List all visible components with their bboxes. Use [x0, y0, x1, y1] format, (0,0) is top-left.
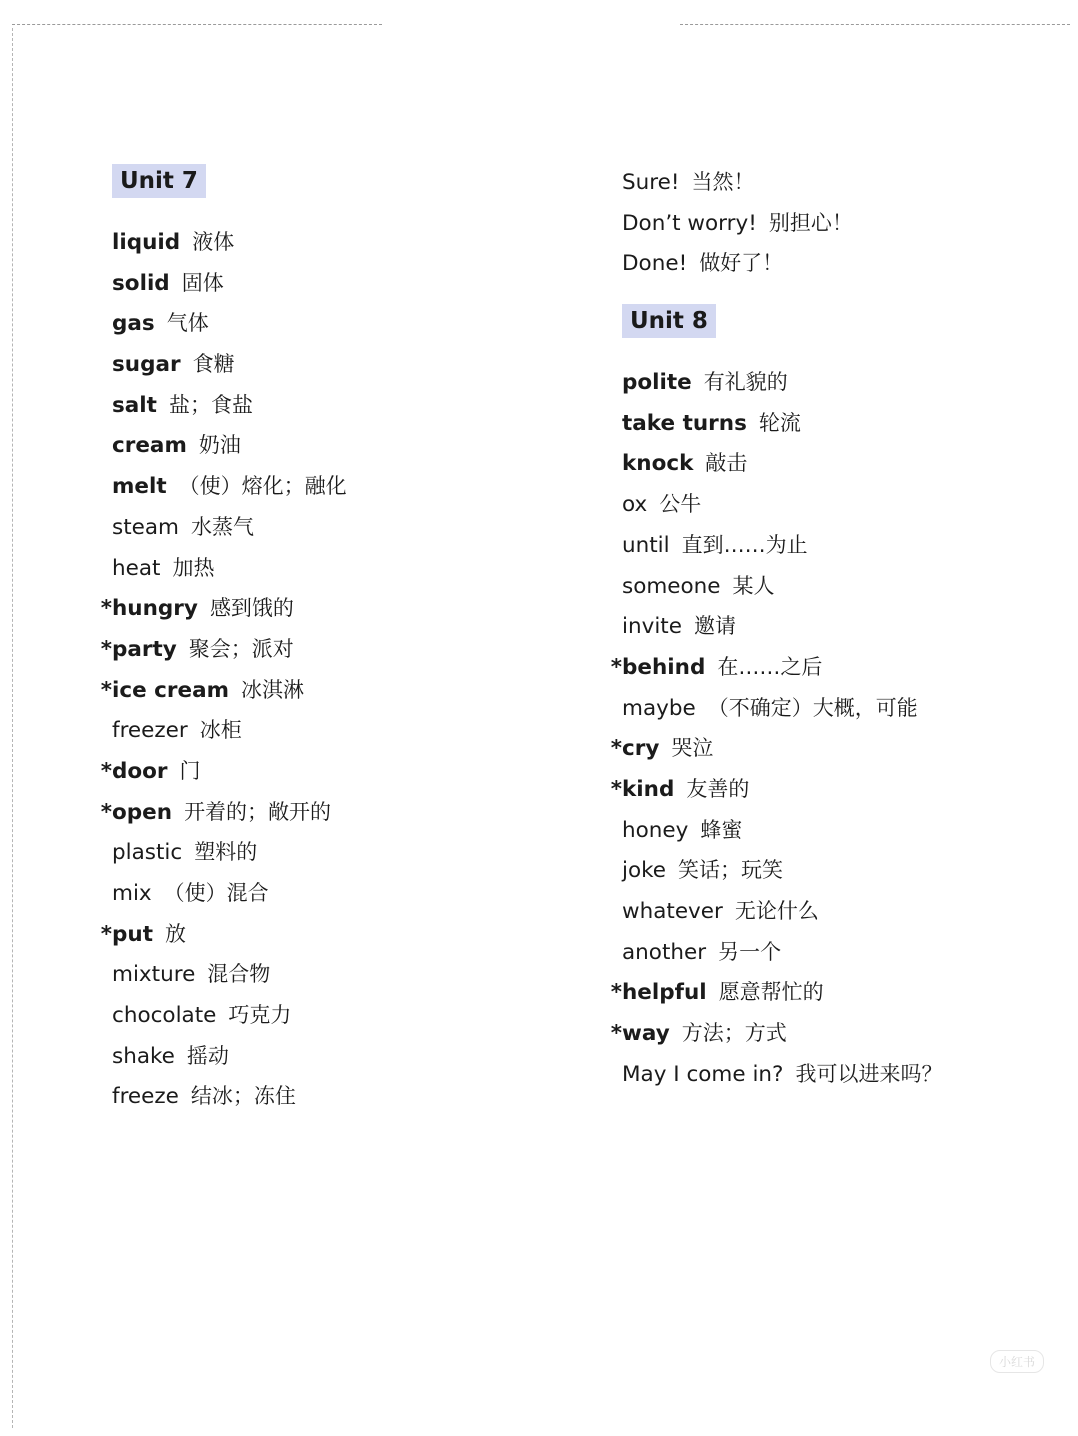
chinese-meaning: 混合物 [207, 962, 271, 987]
chinese-meaning: 食糖 [192, 352, 235, 377]
chinese-meaning: 蜂蜜 [700, 817, 743, 842]
english-word: May I come in? [622, 1061, 784, 1087]
english-word: liquid [112, 230, 181, 255]
chinese-meaning: 感到饿的 [209, 596, 294, 621]
chinese-meaning: 加热 [172, 555, 215, 580]
english-word: joke [622, 858, 667, 884]
chinese-meaning: 邀请 [693, 614, 736, 639]
english-word: Done! [622, 251, 688, 277]
vocab-entry [96, 954, 536, 995]
chinese-meaning: 放 [164, 921, 186, 946]
english-word: another [622, 939, 707, 965]
unit-7-word-list [96, 222, 536, 1117]
vocab-entry [606, 606, 1066, 647]
unit-8-column [606, 164, 1066, 1094]
chinese-meaning: 我可以进来吗？ [795, 1061, 943, 1086]
chinese-meaning: 方法；方式 [681, 1021, 787, 1046]
vocab-entry [96, 303, 536, 344]
chinese-meaning: 做好了！ [699, 251, 784, 276]
vocab-entry [606, 566, 1066, 607]
english-word: ox [622, 492, 648, 518]
chinese-meaning: 气体 [166, 311, 209, 336]
chinese-meaning: 塑料的 [194, 840, 258, 865]
chinese-meaning: 水蒸气 [190, 514, 254, 539]
vocab-entry [606, 243, 1066, 284]
star-mark: * [610, 654, 622, 680]
chinese-meaning: （使）混合 [163, 881, 269, 905]
chinese-meaning: 无论什么 [734, 899, 819, 923]
chinese-meaning: 在……之后 [717, 654, 823, 679]
star-mark: * [610, 776, 622, 802]
chinese-meaning: 门 [179, 758, 201, 783]
english-word: take turns [622, 410, 747, 436]
vocab-entry [96, 1036, 536, 1077]
star-mark: * [610, 1021, 622, 1047]
vocab-entry [606, 403, 1066, 444]
chinese-meaning: 愿意帮忙的 [718, 980, 824, 1005]
star-mark: * [100, 636, 112, 662]
vocab-entry [96, 914, 536, 955]
chinese-meaning: 某人 [732, 573, 775, 598]
vocab-entry [96, 466, 536, 507]
chinese-meaning: 聚会；派对 [188, 636, 294, 661]
star-mark: * [100, 596, 112, 622]
english-word: helpful [622, 980, 707, 1006]
english-word: until [622, 532, 670, 558]
vocab-entry [96, 629, 536, 670]
vocab-entry [606, 1013, 1066, 1054]
english-word: door [112, 758, 168, 784]
vocab-entry [606, 688, 1066, 729]
chinese-meaning: 开着的；敞开的 [184, 799, 332, 824]
english-word: steam [112, 514, 179, 540]
vocab-entry [606, 810, 1066, 851]
unit-7-title: Unit 7 [112, 164, 206, 198]
english-word: shake [112, 1043, 175, 1069]
chinese-meaning: 液体 [192, 230, 235, 254]
vocab-entry [606, 443, 1066, 484]
page-border-top-left [12, 24, 382, 25]
chinese-meaning: 有礼貌的 [703, 370, 788, 395]
star-mark: * [610, 736, 622, 762]
vocab-entry [96, 222, 536, 263]
english-word: invite [622, 614, 682, 640]
english-word: mix [112, 881, 152, 906]
english-word: solid [112, 270, 170, 296]
english-word: open [112, 799, 173, 825]
vocab-entry [606, 972, 1066, 1013]
vocab-entry [96, 588, 536, 629]
english-word: chocolate [112, 1003, 217, 1029]
english-word: heat [112, 555, 161, 581]
english-word: freezer [112, 718, 188, 744]
english-word: kind [622, 776, 675, 802]
page-border-top-right [680, 24, 1070, 25]
chinese-meaning: 当然！ [691, 170, 755, 194]
vocab-entry [96, 710, 536, 751]
vocab-entry [606, 362, 1066, 403]
vocab-entry [606, 769, 1066, 810]
star-mark: * [610, 980, 622, 1006]
chinese-meaning: 冰柜 [199, 718, 242, 743]
unit-8-word-list [606, 362, 1066, 1094]
english-word: hungry [112, 596, 198, 622]
english-word: whatever [622, 899, 723, 924]
english-word: polite [622, 370, 692, 396]
chinese-meaning: 别担心！ [768, 210, 853, 235]
english-word: mixture [112, 962, 196, 988]
unit-7-column [96, 164, 536, 1117]
english-word: gas [112, 311, 155, 337]
vocab-entry [96, 507, 536, 548]
vocab-entry [606, 932, 1066, 973]
english-word: put [112, 921, 153, 947]
english-word: sugar [112, 352, 181, 378]
english-word: behind [622, 654, 706, 680]
english-word: honey [622, 817, 689, 843]
chinese-meaning: 摇动 [186, 1043, 229, 1068]
vocab-entry [606, 891, 1066, 932]
chinese-meaning: 巧克力 [228, 1003, 292, 1028]
english-word: someone [622, 573, 721, 599]
english-word: salt [112, 392, 157, 418]
chinese-meaning: 固体 [181, 270, 224, 295]
chinese-meaning: 另一个 [718, 939, 782, 964]
watermark-logo: 小红书 [990, 1350, 1044, 1373]
vocab-entry [96, 873, 536, 914]
vocab-entry [606, 203, 1066, 244]
english-word: maybe [622, 695, 696, 721]
vocab-entry [96, 995, 536, 1036]
vocab-entry [96, 385, 536, 426]
vocab-entry [96, 263, 536, 304]
page-border-left [12, 28, 13, 1428]
english-word: Sure! [622, 170, 680, 195]
chinese-meaning: 笑话；玩笑 [678, 858, 784, 883]
vocab-entry [606, 525, 1066, 566]
vocab-entry [96, 1076, 536, 1117]
star-mark: * [100, 758, 112, 784]
chinese-meaning: 轮流 [758, 410, 801, 435]
english-word: way [622, 1021, 670, 1047]
phrase-list [606, 162, 1066, 284]
star-mark: * [100, 799, 112, 825]
vocab-entry [96, 751, 536, 792]
vocab-entry [606, 647, 1066, 688]
english-word: melt [112, 474, 167, 500]
chinese-meaning: 友善的 [686, 776, 750, 801]
star-mark: * [100, 677, 112, 703]
english-word: cry [622, 736, 660, 762]
chinese-meaning: 直到……为止 [681, 532, 808, 557]
chinese-meaning: 公牛 [659, 492, 702, 517]
vocab-entry [96, 832, 536, 873]
chinese-meaning: 敲击 [705, 451, 748, 476]
vocab-entry [96, 344, 536, 385]
english-word: plastic [112, 840, 183, 866]
english-word: ice cream [112, 677, 230, 703]
chinese-meaning: （使）熔化；融化 [178, 474, 347, 499]
vocab-entry [606, 484, 1066, 525]
chinese-meaning: 盐；食盐 [168, 392, 253, 417]
unit-8-title: Unit 8 [622, 304, 716, 338]
vocab-entry [96, 670, 536, 711]
chinese-meaning: （不确定）大概，可能 [707, 695, 918, 720]
english-word: cream [112, 433, 187, 459]
chinese-meaning: 冰淇淋 [241, 677, 305, 702]
english-word: party [112, 636, 177, 662]
chinese-meaning: 奶油 [198, 433, 241, 458]
star-mark: * [100, 921, 112, 947]
english-word: knock [622, 451, 694, 477]
chinese-meaning: 结冰；冻住 [190, 1084, 296, 1109]
vocab-entry [96, 548, 536, 589]
vocab-entry [606, 162, 1066, 203]
vocab-entry [606, 1054, 1066, 1095]
english-word: Don’t worry! [622, 210, 757, 236]
vocab-entry [96, 792, 536, 833]
chinese-meaning: 哭泣 [671, 736, 714, 761]
vocab-entry [96, 425, 536, 466]
vocab-entry [606, 728, 1066, 769]
vocab-entry [606, 850, 1066, 891]
english-word: freeze [112, 1084, 179, 1110]
